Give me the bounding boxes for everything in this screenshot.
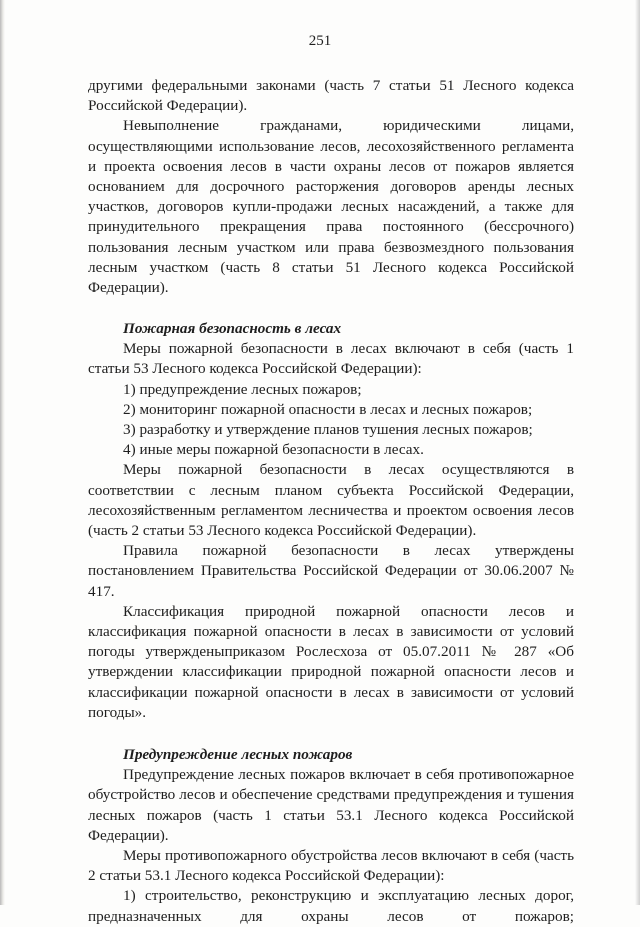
paragraph-arrangement-measures: Меры противопожарного обустройства лесов включают в себя (часть 2 статьи 53.1 Лесного кодекса Российской Федерации): (88, 846, 574, 885)
section-heading-fire-safety: Пожарная безопасность в лесах (123, 320, 342, 338)
scan-edge-left (0, 0, 5, 905)
paragraph-violation: Невыполнение гражданами, юридическими лицами, осуществляющими использование лесов, лесохозяйственного регламента и проекта освоения лесов в части охраны лесов от пожаров является основанием для досрочного расторжения договоров аренды лесных участков, договоров купли-продажи лесных насаждений, а также для принудительного прекращения права постоянного (бессрочного) пользования лесным участком или права безвозмездного пользования лесным участком (часть 8 статьи 51 Лесного кодекса Российской Федерации). (88, 117, 574, 297)
list-item-3: 3) разработку и утверждение планов тушения лесных пожаров; (123, 421, 533, 439)
list-item-1: 1) предупреждение лесных пожаров; (123, 380, 362, 398)
scan-edge-right (635, 0, 640, 905)
list-item-2: 2) мониторинг пожарной опасности в лесах и лесных пожаров; (123, 400, 533, 418)
list-item-4: 4) иные меры пожарной безопасности в лесах. (123, 441, 424, 459)
document-body (88, 76, 574, 927)
page-number: 251 (308, 33, 332, 49)
paragraph-continuation: другими федеральными законами (часть 7 статьи 51 Лесного кодекса Российской Федерации). (88, 77, 574, 115)
paragraph-classification: Классификация природной пожарной опасности лесов и классификация пожарной опасности в лесах в зависимости от условий погоды утвержденыприказом Рослесхоза от 05.07.2011 № 287 «Об утверждении классификации природной пожарной опасности лесов и классификации пожарной опасности в лесах в зависимости от условий погоды». (88, 602, 574, 721)
paragraph-prevention: Предупреждение лесных пожаров включает в себя противопожарное обустройство лесов и обеспечение средствами предупреждения и тушения лесных пожаров (часть 1 статьи 53.1 Лесного кодекса Российской Федерации). (88, 766, 574, 844)
paragraph-fire-safety-measures: Меры пожарной безопасности в лесах включают в себя (часть 1 статьи 53 Лесного кодекса Российской Федерации): (88, 340, 574, 378)
section-heading-fire-prevention: Предупреждение лесных пожаров (123, 746, 353, 764)
paragraph-implementation: Меры пожарной безопасности в лесах осуществляются в соответствии с лесным планом субъекта Российской Федерации, лесохозяйственным регламентом лесничества и проектом освоения лесов (часть 2 статьи 53 Лесного кодекса Российской Федерации). (88, 461, 574, 540)
paragraph-roads: 1) строительство, реконструкцию и эксплуатацию лесных дорог, предназначенных для охраны лесов от пожаров; (88, 887, 574, 925)
paragraph-rules: Правила пожарной безопасности в лесах утверждены постановлением Правительства Российской Федерации от 30.06.2007 № 417. (88, 542, 574, 600)
